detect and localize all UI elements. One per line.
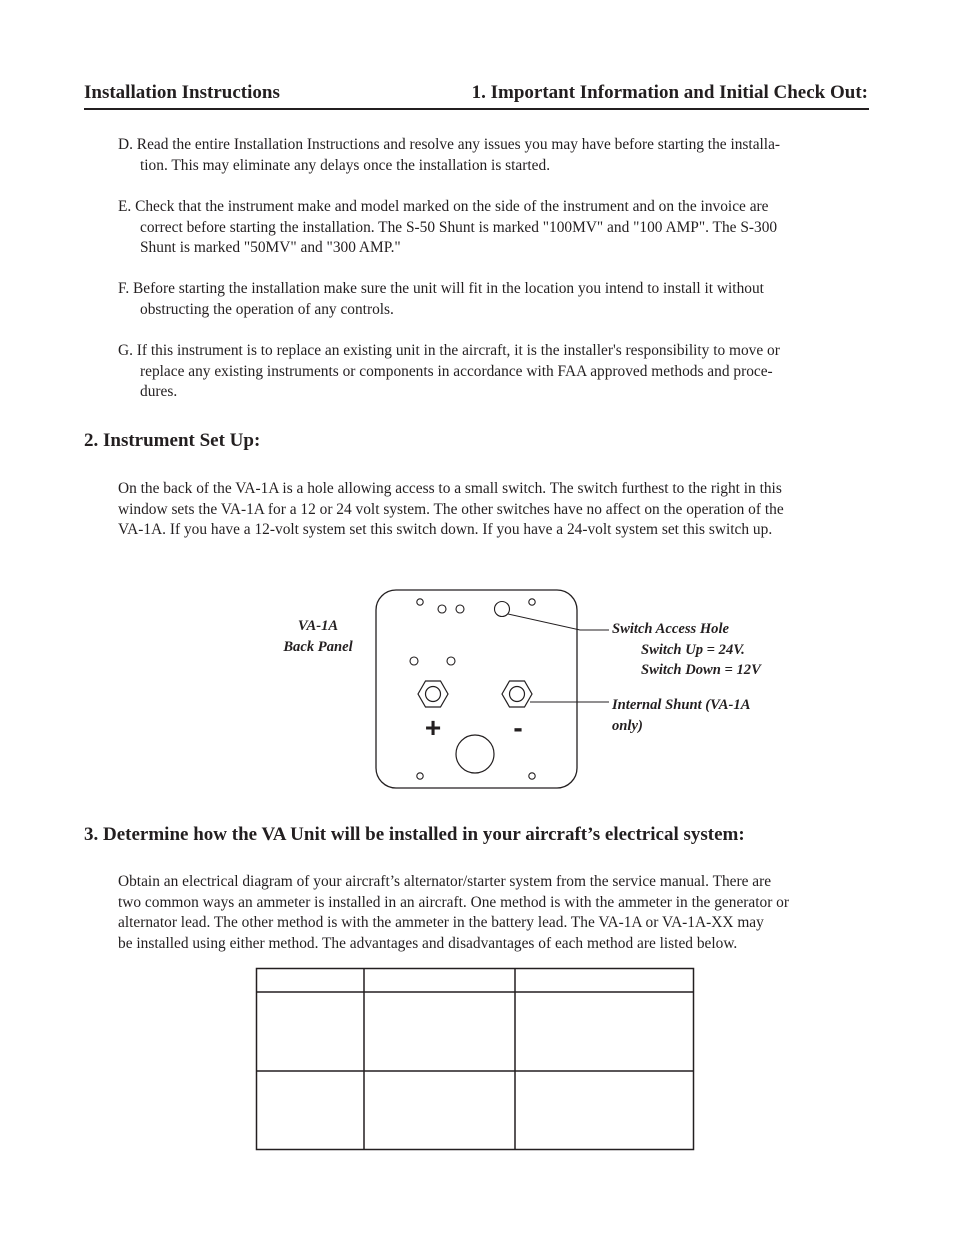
switch-label-line: Switch Access Hole — [612, 621, 730, 637]
section-2-line: On the back of the VA-1A is a hole allowing access to a small switch. The switch furthest to the right in this — [118, 480, 782, 497]
item-d-line: D. Read the entire Installation Instructions and resolve any issues you may have before starting the installa- — [118, 136, 781, 153]
section-3-line: be installed using either method. The advantages and disadvantages of each method are listed below. — [118, 934, 738, 952]
item-f-line: obstructing the operation of any controls. — [140, 300, 394, 318]
item-g-line: dures. — [140, 383, 178, 401]
item-d-line: tion. This may eliminate any delays once the installation is started. — [140, 156, 551, 174]
minus-sign: - — [513, 712, 523, 743]
item-f — [118, 279, 870, 320]
item-e-line: E. Check that the instrument make and model marked on the side of the instrument and on the invoice are — [118, 198, 769, 215]
switch-label-line: Switch Down = 12V — [641, 662, 761, 678]
section-3-paragraph — [118, 872, 872, 954]
header-section-title: 1. Important Information and Initial Check Out: — [471, 82, 868, 103]
section-3-line: two common ways an ammeter is installed in an aircraft. One method is with the ammeter in the generator or — [118, 893, 789, 911]
shunt-label-line: Internal Shunt (VA-1A — [612, 697, 751, 713]
mounting-hole — [417, 599, 423, 605]
plus-sign: + — [424, 712, 442, 743]
back-panel-outline — [376, 590, 577, 788]
section-2-line: VA-1A. If you have a 12-volt system set this switch down. If you have a 24-volt system set this switch up. — [118, 521, 773, 539]
item-g-line: replace any existing instruments or components in accordance with FAA approved methods and proce- — [140, 362, 773, 380]
table-border — [257, 969, 694, 1150]
small-hole — [438, 605, 446, 613]
panel-label — [270, 616, 366, 657]
section-3-line: Obtain an electrical diagram of your aircraft’s alternator/starter system from the service manual. There are — [118, 873, 772, 890]
switch-leader-line — [508, 614, 609, 630]
switch-access-hole — [495, 602, 510, 617]
item-f-line: F. Before starting the installation make sure the unit will fit in the location you intend to install it without — [118, 280, 764, 297]
header-rule — [84, 108, 869, 110]
positive-terminal-icon — [418, 681, 448, 707]
switch-access-label — [612, 619, 761, 681]
item-e-line: correct before starting the installation. The S-50 Shunt is marked "100MV" and "100 AMP". The S-300 — [140, 218, 778, 236]
mounting-hole — [529, 773, 535, 779]
small-hole — [410, 657, 418, 665]
small-hole — [447, 657, 455, 665]
internal-shunt-label — [612, 695, 750, 736]
item-e-line: Shunt is marked "50MV" and "300 AMP." — [140, 239, 401, 257]
section-2-line: window sets the VA-1A for a 12 or 24 volt system. The other switches have no affect on the operation of the — [118, 500, 784, 518]
section-3-title: 3. Determine how the VA Unit will be installed in your aircraft’s electrical system: — [84, 824, 745, 845]
switch-label-line: Switch Up = 24V. — [641, 641, 745, 658]
negative-terminal-icon — [502, 681, 532, 707]
item-d — [118, 135, 870, 176]
item-g-line: G. If this instrument is to replace an existing unit in the aircraft, it is the installer's responsibility to move or — [118, 342, 780, 359]
header-title: Installation Instructions — [84, 82, 280, 103]
mounting-hole — [529, 599, 535, 605]
panel-label-line: VA-1A — [297, 618, 339, 634]
item-e — [118, 197, 870, 259]
shunt-label-line: only) — [612, 717, 643, 734]
panel-label-line: Back Panel — [283, 638, 353, 655]
small-hole — [456, 605, 464, 613]
section-2-title: 2. Instrument Set Up: — [84, 430, 261, 451]
section-3-line: alternator lead. The other method is with the ammeter in the battery lead. The VA-1A or VA-1A-XX may — [118, 914, 764, 932]
section-2-paragraph — [118, 479, 872, 541]
connector-hole — [456, 735, 494, 773]
item-g — [118, 341, 870, 403]
mounting-hole — [417, 773, 423, 779]
